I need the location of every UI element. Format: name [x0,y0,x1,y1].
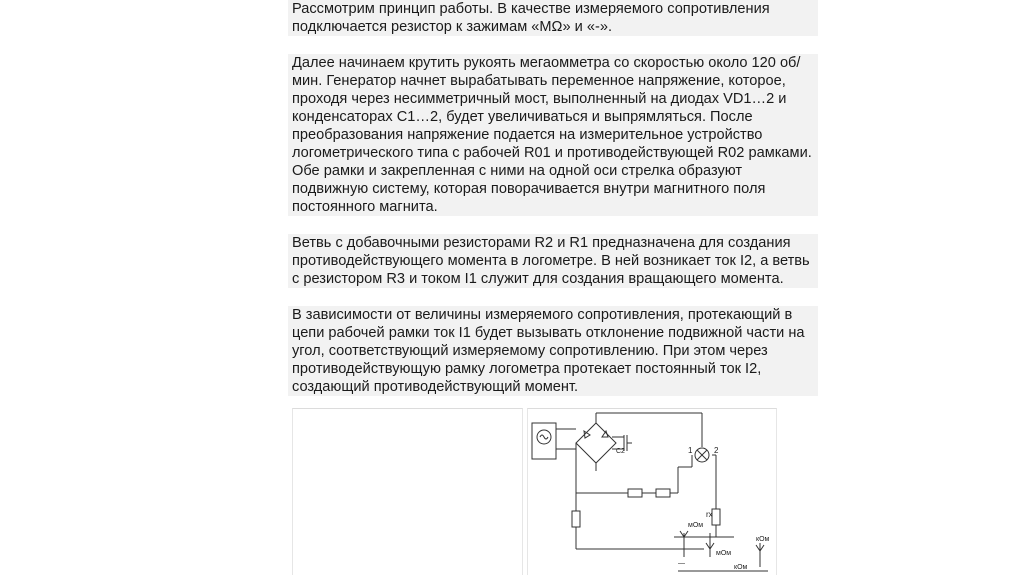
label-minus: — [678,560,685,567]
paragraph-2: Далее начинаем крутить рукоять мегаомметра со скоростью около 120 об/мин. Генератор начнет вырабатывать переменное напряжение, которое, проходя через несимметричный мост, выполненный на диодах VD1…2 и конденсаторах С1…2, будет увеличиваться и выпрямляться. После преобразования напряжение подается на измерительное устройство логометрического типа с рабочей R01 и противодействующей R02 рамками. Обе рамки и закрепленная с ними на одной оси стрелка образуют подвижную систему, которая поворачивается внутри магнитного поля постоянного магнита. [288,54,818,216]
label-kom-right: кОм [756,536,770,543]
label-rx: rх [706,510,713,519]
resistor-rx [712,509,720,525]
text-content [288,0,818,396]
paragraph-3: Ветвь с добавочными резисторами R2 и R1 предназначена для создания противодействующего момента в логометре. В ней возникает ток I2, а ветвь с резистором R3 и током I1 служит для создания вращающего момента. [288,234,818,288]
circuit-diagram-panel [527,408,777,575]
label-mom-upper: мОм [688,522,704,529]
diode-bridge [576,423,616,463]
sine-icon [540,435,548,439]
label-mom-lower: мОм [716,550,732,557]
resistor-r2 [628,489,642,497]
label-frame-2: 2 [714,446,719,455]
paragraph-spacer [288,36,818,54]
label-kom-bottom: кОм [734,564,748,571]
generator-box [532,423,556,459]
diode-icon [602,431,608,437]
paragraph-spacer [288,288,818,306]
blank-image-panel [292,408,523,575]
paragraph-spacer [288,216,818,234]
paragraph-1: Рассмотрим принцип работы. В качестве измеряемого сопротивления подключается резистор к зажимам «МΩ» и «-». [288,0,818,36]
resistor-r3 [572,511,580,527]
paragraph-4: В зависимости от величины измеряемого сопротивления, протекающий в цепи рабочей рамки ток I1 будет вызывать отклонение подвижной части на угол, соответствующий измеряемому сопротивлению. При этом через противодействующую рамку логометра протекает постоянный ток I2, создающий противодействующий момент. [288,306,818,396]
resistor-r1 [656,489,670,497]
megohmmeter-circuit-diagram [528,409,776,575]
label-frame-1: 1 [688,446,693,455]
label-c2: С2 [616,448,625,455]
